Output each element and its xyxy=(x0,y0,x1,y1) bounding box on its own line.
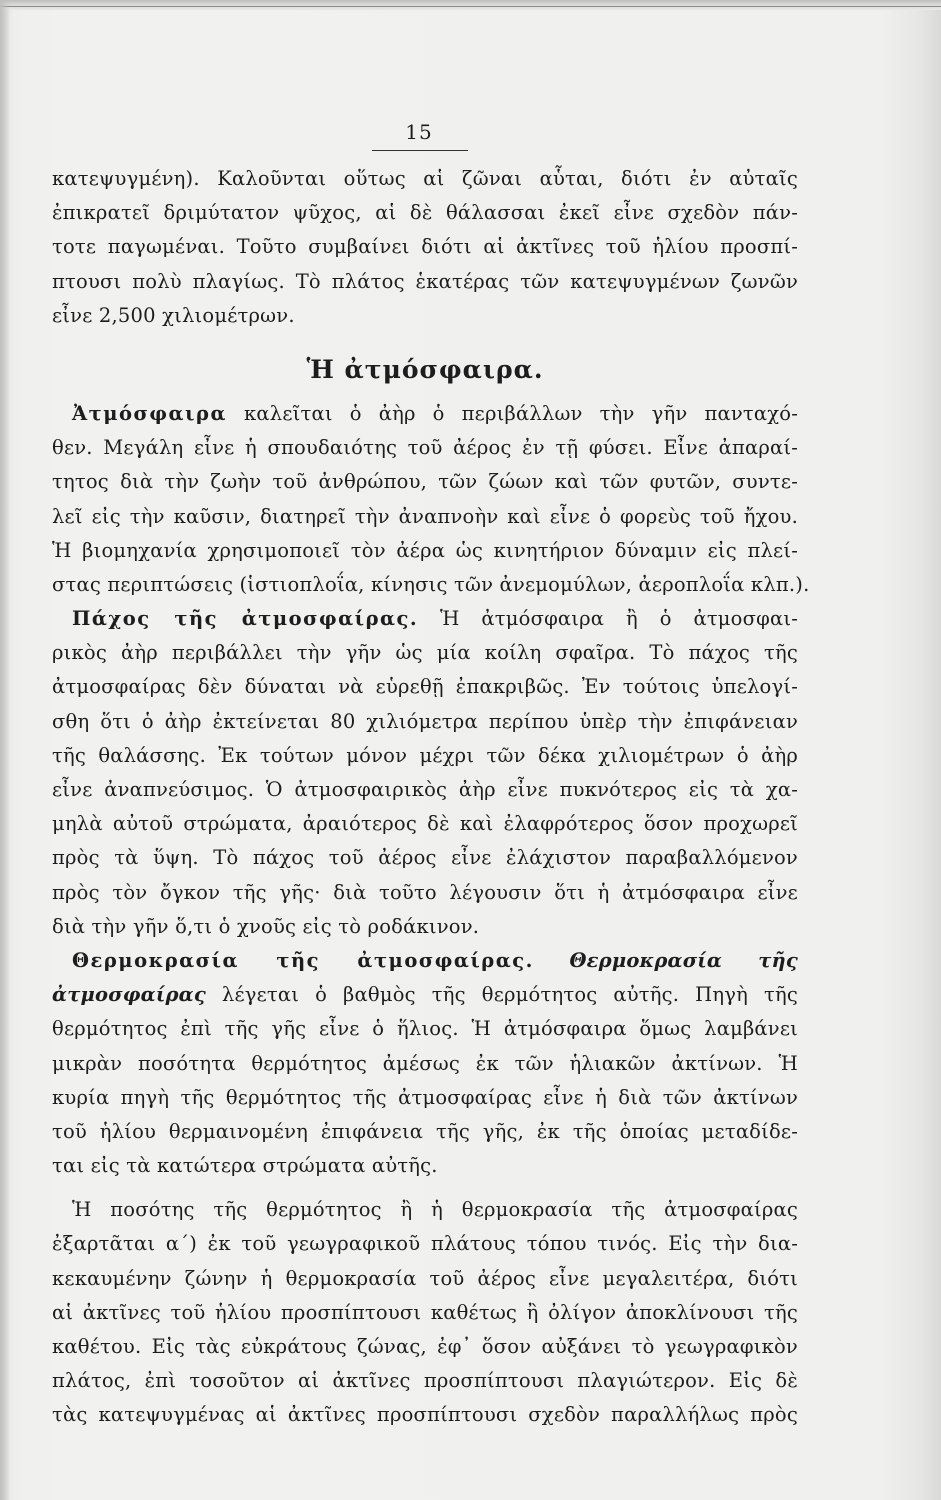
text-line: στας περιπτώσεις (ἱστιοπλοΐα, κίνησις τῶν ἀνεμομύλων, ἀεροπλοΐα κλπ.). xyxy=(52,572,810,596)
italic-term: Θερμοκρασία τῆς xyxy=(569,948,798,972)
paragraph-lead: Θερμοκρασία τῆς ἀτμοσφαίρας. xyxy=(72,948,534,972)
italic-term: ἀτμοσφαίρας xyxy=(52,983,206,1007)
text-line: εἶνε ἀναπνεύσιμος. Ὁ ἀτμοσφαιρικὸς ἀὴρ εἶνε πυκνότερος εἰς τὰ χα- xyxy=(52,778,798,801)
text-line: ἐξαρτᾶται α΄) ἐκ τοῦ γεωγραφικοῦ πλάτους τόπου τινός. Εἰς τὴν δια- xyxy=(52,1232,798,1256)
text-line: ται εἰς τὰ κατώτερα στρώματα αὐτῆς. xyxy=(52,1154,438,1178)
text-line: θεν. Μεγάλη εἶνε ἡ σπουδαιότης τοῦ ἀέρος ἐν τῇ φύσει. Εἶνε ἀπαραί- xyxy=(52,436,798,460)
text-line: τητος διὰ τὴν ζωὴν τοῦ ἀνθρώπου, τῶν ζώων καὶ τῶν φυτῶν, συντε- xyxy=(52,470,798,494)
page-number-rule xyxy=(372,150,468,151)
text-line: αἱ ἀκτῖνες τοῦ ἡλίου προσπίπτουσι καθέτως ἢ ὀλίγον ἀποκλίνουσι τῆς xyxy=(52,1300,798,1324)
paragraph-lead: Ἀτμόσφαιρα xyxy=(72,401,227,425)
text-line: κυρία πηγὴ τῆς θερμότητος τῆς ἀτμοσφαίρας εἶνε ἡ διὰ τῶν ἀκτίνων xyxy=(52,1085,798,1109)
text-line: κεκαυμένην ζώνην ἡ θερμοκρασία τοῦ ἀέρος εἶνε μεγαλειτέρα, διότι xyxy=(52,1266,798,1290)
page-number: 15 xyxy=(405,120,433,144)
text-line: σθη ὅτι ὁ ἀὴρ ἐκτείνεται 80 χιλιόμετρα περίπου ὑπὲρ τὴν ἐπιφάνειαν xyxy=(52,709,798,733)
body-text xyxy=(52,162,810,1433)
page-binding-shadow xyxy=(0,0,10,1500)
text-line: μηλὰ αὐτοῦ στρώματα, ἀραιότερος δὲ καὶ ἐλαφρότερος ὅσον προχωρεῖ xyxy=(52,812,798,836)
text-line: καθέτου. Εἰς τὰς εὐκράτους ζώνας, ἐφ᾽ ὅσον αὐξάνει τὸ γεωγραφικὸν xyxy=(52,1335,798,1358)
text-line xyxy=(52,978,798,1012)
text-line: τῆς θαλάσσης. Ἐκ τούτων μόνον μέχρι τῶν δέκα χιλιομέτρων ὁ ἀὴρ xyxy=(52,743,798,767)
text-run: καλεῖται ὁ ἀὴρ ὁ περιβάλλων τὴν γῆν πανταχό- xyxy=(226,401,798,425)
page-top-edge xyxy=(0,0,941,10)
text-line: ἐπικρατεῖ δριμύτατον ψῦχος, αἱ δὲ θάλασσαι ἐκεῖ εἶνε σχεδὸν πάν- xyxy=(52,201,798,225)
text-line: θερμότητος ἐπὶ τῆς γῆς εἶνε ὁ ἥλιος. Ἡ ἀτμόσφαιρα ὅμως λαμβάνει xyxy=(52,1017,798,1041)
text-run xyxy=(534,949,570,972)
text-line: Ἡ ποσότης τῆς θερμότητος ἢ ἡ θερμοκρασία τῆς ἀτμοσφαίρας xyxy=(72,1198,798,1222)
text-line: Ἡ βιομηχανία χρησιμοποιεῖ τὸν ἀέρα ὡς κινητήριον δύναμιν εἰς πλεί- xyxy=(52,538,798,562)
text-line: τοῦ ἡλίου θερμαινομένη ἐπιφάνεια τῆς γῆς, ἐκ τῆς ὁποίας μεταδίδε- xyxy=(52,1119,798,1143)
text-line: ρικὸς ἀὴρ περιβάλλει τὴν γῆν ὡς μία κοίλη σφαῖρα. Τὸ πάχος τῆς xyxy=(52,641,798,665)
text-line: τοτε παγωμέναι. Τοῦτο συμβαίνει διότι αἱ ἀκτῖνες τοῦ ἡλίου προσπί- xyxy=(52,235,798,259)
text-line: λεῖ εἰς τὴν καῦσιν, διατηρεῖ τὴν ἀναπνοὴν καὶ εἶνε ὁ φορεὺς τοῦ ἤχου. xyxy=(52,504,798,528)
text-line: πρὸς τὰ ὕψη. Τὸ πάχος τοῦ ἀέρος εἶνε ἐλάχιστον παραβαλλόμενον xyxy=(52,846,798,870)
text-line: κατεψυγμένη). Καλοῦνται οὕτως αἱ ζῶναι αὗται, διότι ἐν αὐταῖς xyxy=(52,167,798,190)
text-line xyxy=(52,397,798,431)
paragraph-lead: Πάχος τῆς ἀτμοσφαίρας. xyxy=(72,607,419,631)
text-line: μικρὰν ποσότητα θερμότητος ἀμέσως ἐκ τῶν ἡλιακῶν ἀκτίνων. Ἡ xyxy=(52,1051,798,1075)
page-top-rule xyxy=(0,6,941,7)
text-line: διὰ τὴν γῆν ὅ,τι ὁ χνοῦς εἰς τὸ ροδάκινον. xyxy=(52,914,480,938)
text-line xyxy=(52,602,798,636)
text-line: πτουσι πολὺ πλαγίως. Τὸ πλάτος ἑκατέρας τῶν κατεψυγμένων ζωνῶν xyxy=(52,269,798,293)
text-line: τὰς κατεψυγμένας αἱ ἀκτῖνες προσπίπτουσι σχεδὸν παραλλήλως πρὸς xyxy=(52,1403,798,1427)
text-run: λέγεται ὁ βαθμὸς τῆς θερμότητος αὐτῆς. Πηγὴ τῆς xyxy=(205,983,798,1007)
text-line: εἶνε 2,500 χιλιομέτρων. xyxy=(52,303,295,327)
section-heading: Ἡ ἀτμόσφαιρα. xyxy=(306,354,544,384)
text-line: ἀτμοσφαίρας δὲν δύναται νὰ εὑρεθῇ ἐπακριβῶς. Ἐν τούτοις ὑπελογί- xyxy=(52,675,798,699)
text-run: Ἡ ἀτμόσφαιρα ἢ ὁ ἀτμοσφαι- xyxy=(418,607,798,631)
text-line: πρὸς τὸν ὄγκον τῆς γῆς· διὰ τοῦτο λέγουσιν ὅτι ἡ ἀτμόσφαιρα εἶνε xyxy=(52,880,798,904)
paragraph-spacer xyxy=(52,1183,798,1193)
text-line xyxy=(52,944,798,978)
text-line: πλάτος, ἐπὶ τοσοῦτον αἱ ἀκτῖνες προσπίπτουσι πλαγιώτερον. Εἰς δὲ xyxy=(52,1369,798,1393)
